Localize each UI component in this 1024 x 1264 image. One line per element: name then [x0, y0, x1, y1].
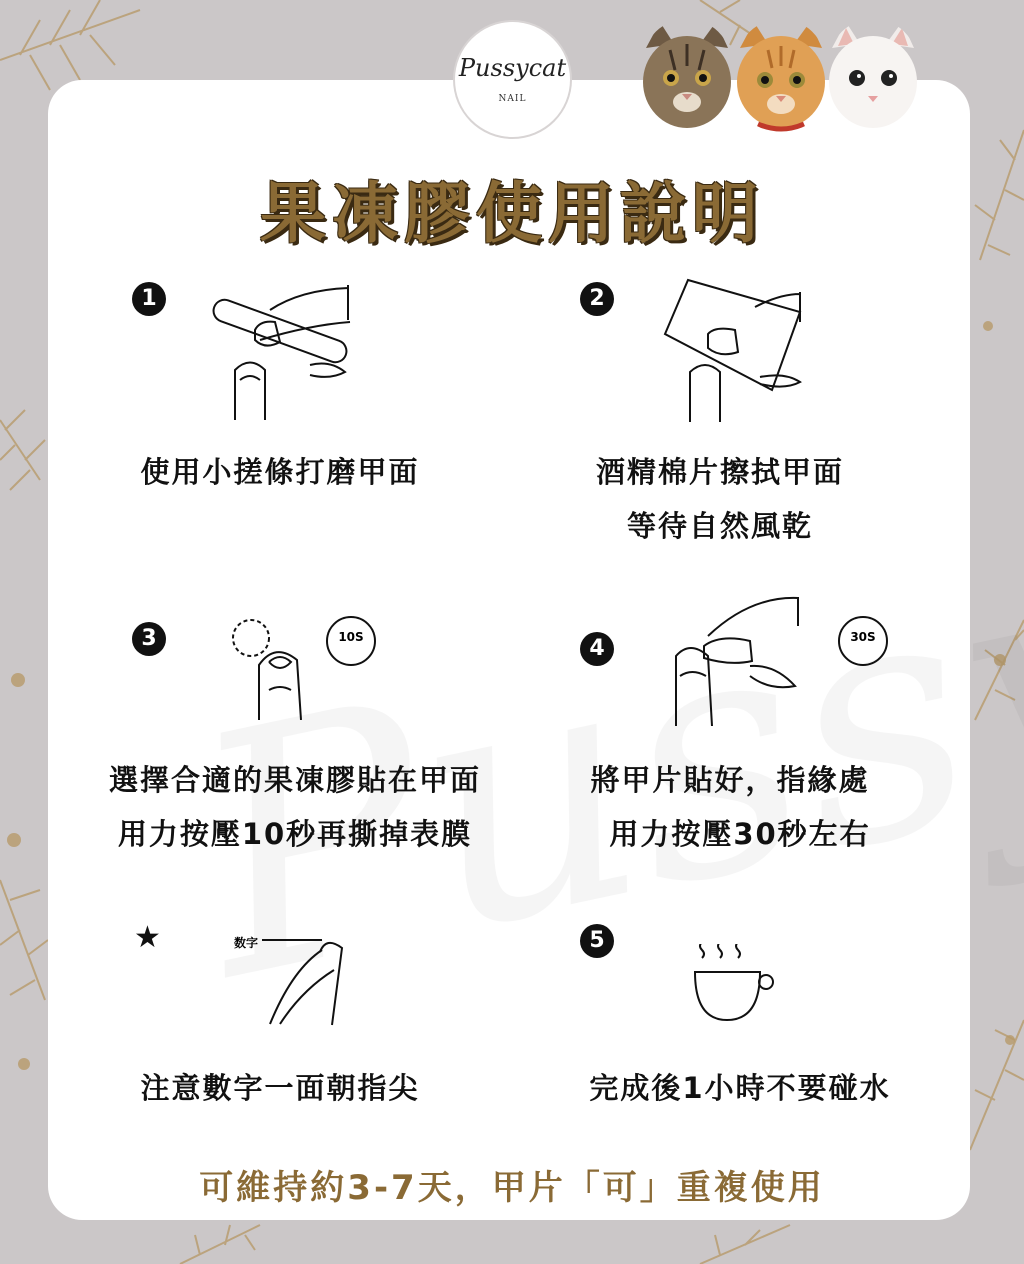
step-4-number: 4: [580, 632, 614, 666]
step-1-text: 使用小搓條打磨甲面: [140, 455, 420, 489]
step-2-text-line-1: 酒精棉片擦拭甲面: [595, 455, 844, 489]
digit-side-illustration: [262, 930, 352, 1030]
step-5-number: 5: [580, 924, 614, 958]
white-cat-photo: [826, 20, 920, 132]
digit-side-label: 数字: [234, 936, 259, 950]
step-2-number: 2: [580, 282, 614, 316]
alcohol-pad-illustration: [660, 272, 820, 422]
step-1-number: 1: [132, 282, 166, 316]
page-title: 果凍膠使用說明: [260, 175, 764, 252]
timer-30s-icon: [838, 616, 888, 666]
step-3-number: 3: [132, 622, 166, 656]
step-2-text-line-2: 等待自然風乾: [626, 509, 813, 543]
timer-10s-icon: [326, 616, 376, 666]
logo-sub-text: NAIL: [498, 94, 527, 104]
star-icon: ★: [134, 920, 161, 955]
press-edge-illustration: [660, 596, 800, 726]
logo-script-text: Pussycat: [458, 54, 567, 82]
timer-30s-label: 30S: [850, 630, 876, 644]
step-3-text-line-1: 選擇合適的果凍膠貼在甲面: [108, 763, 481, 797]
footer-note: 可維持約3-7天，甲片「可」重複使用: [199, 1168, 825, 1208]
timer-10s-label: 10S: [338, 630, 364, 644]
press-sticker-illustration: [225, 610, 315, 720]
step-5-text: 完成後1小時不要碰水: [589, 1071, 891, 1105]
file-nail-illustration: [200, 280, 360, 420]
brand-logo: [455, 22, 570, 137]
note-text: 注意數字一面朝指尖: [140, 1071, 420, 1105]
tabby-cat-photo: [640, 20, 734, 132]
step-4-text-line-2: 用力按壓30秒左右: [609, 817, 871, 851]
step-4-text-line-1: 將甲片貼好，指緣處: [590, 763, 870, 797]
step-3-text-line-2: 用力按壓10秒再撕掉表膜: [117, 817, 473, 851]
coffee-cup-icon: [690, 944, 780, 1024]
orange-cat-photo: [734, 20, 828, 132]
